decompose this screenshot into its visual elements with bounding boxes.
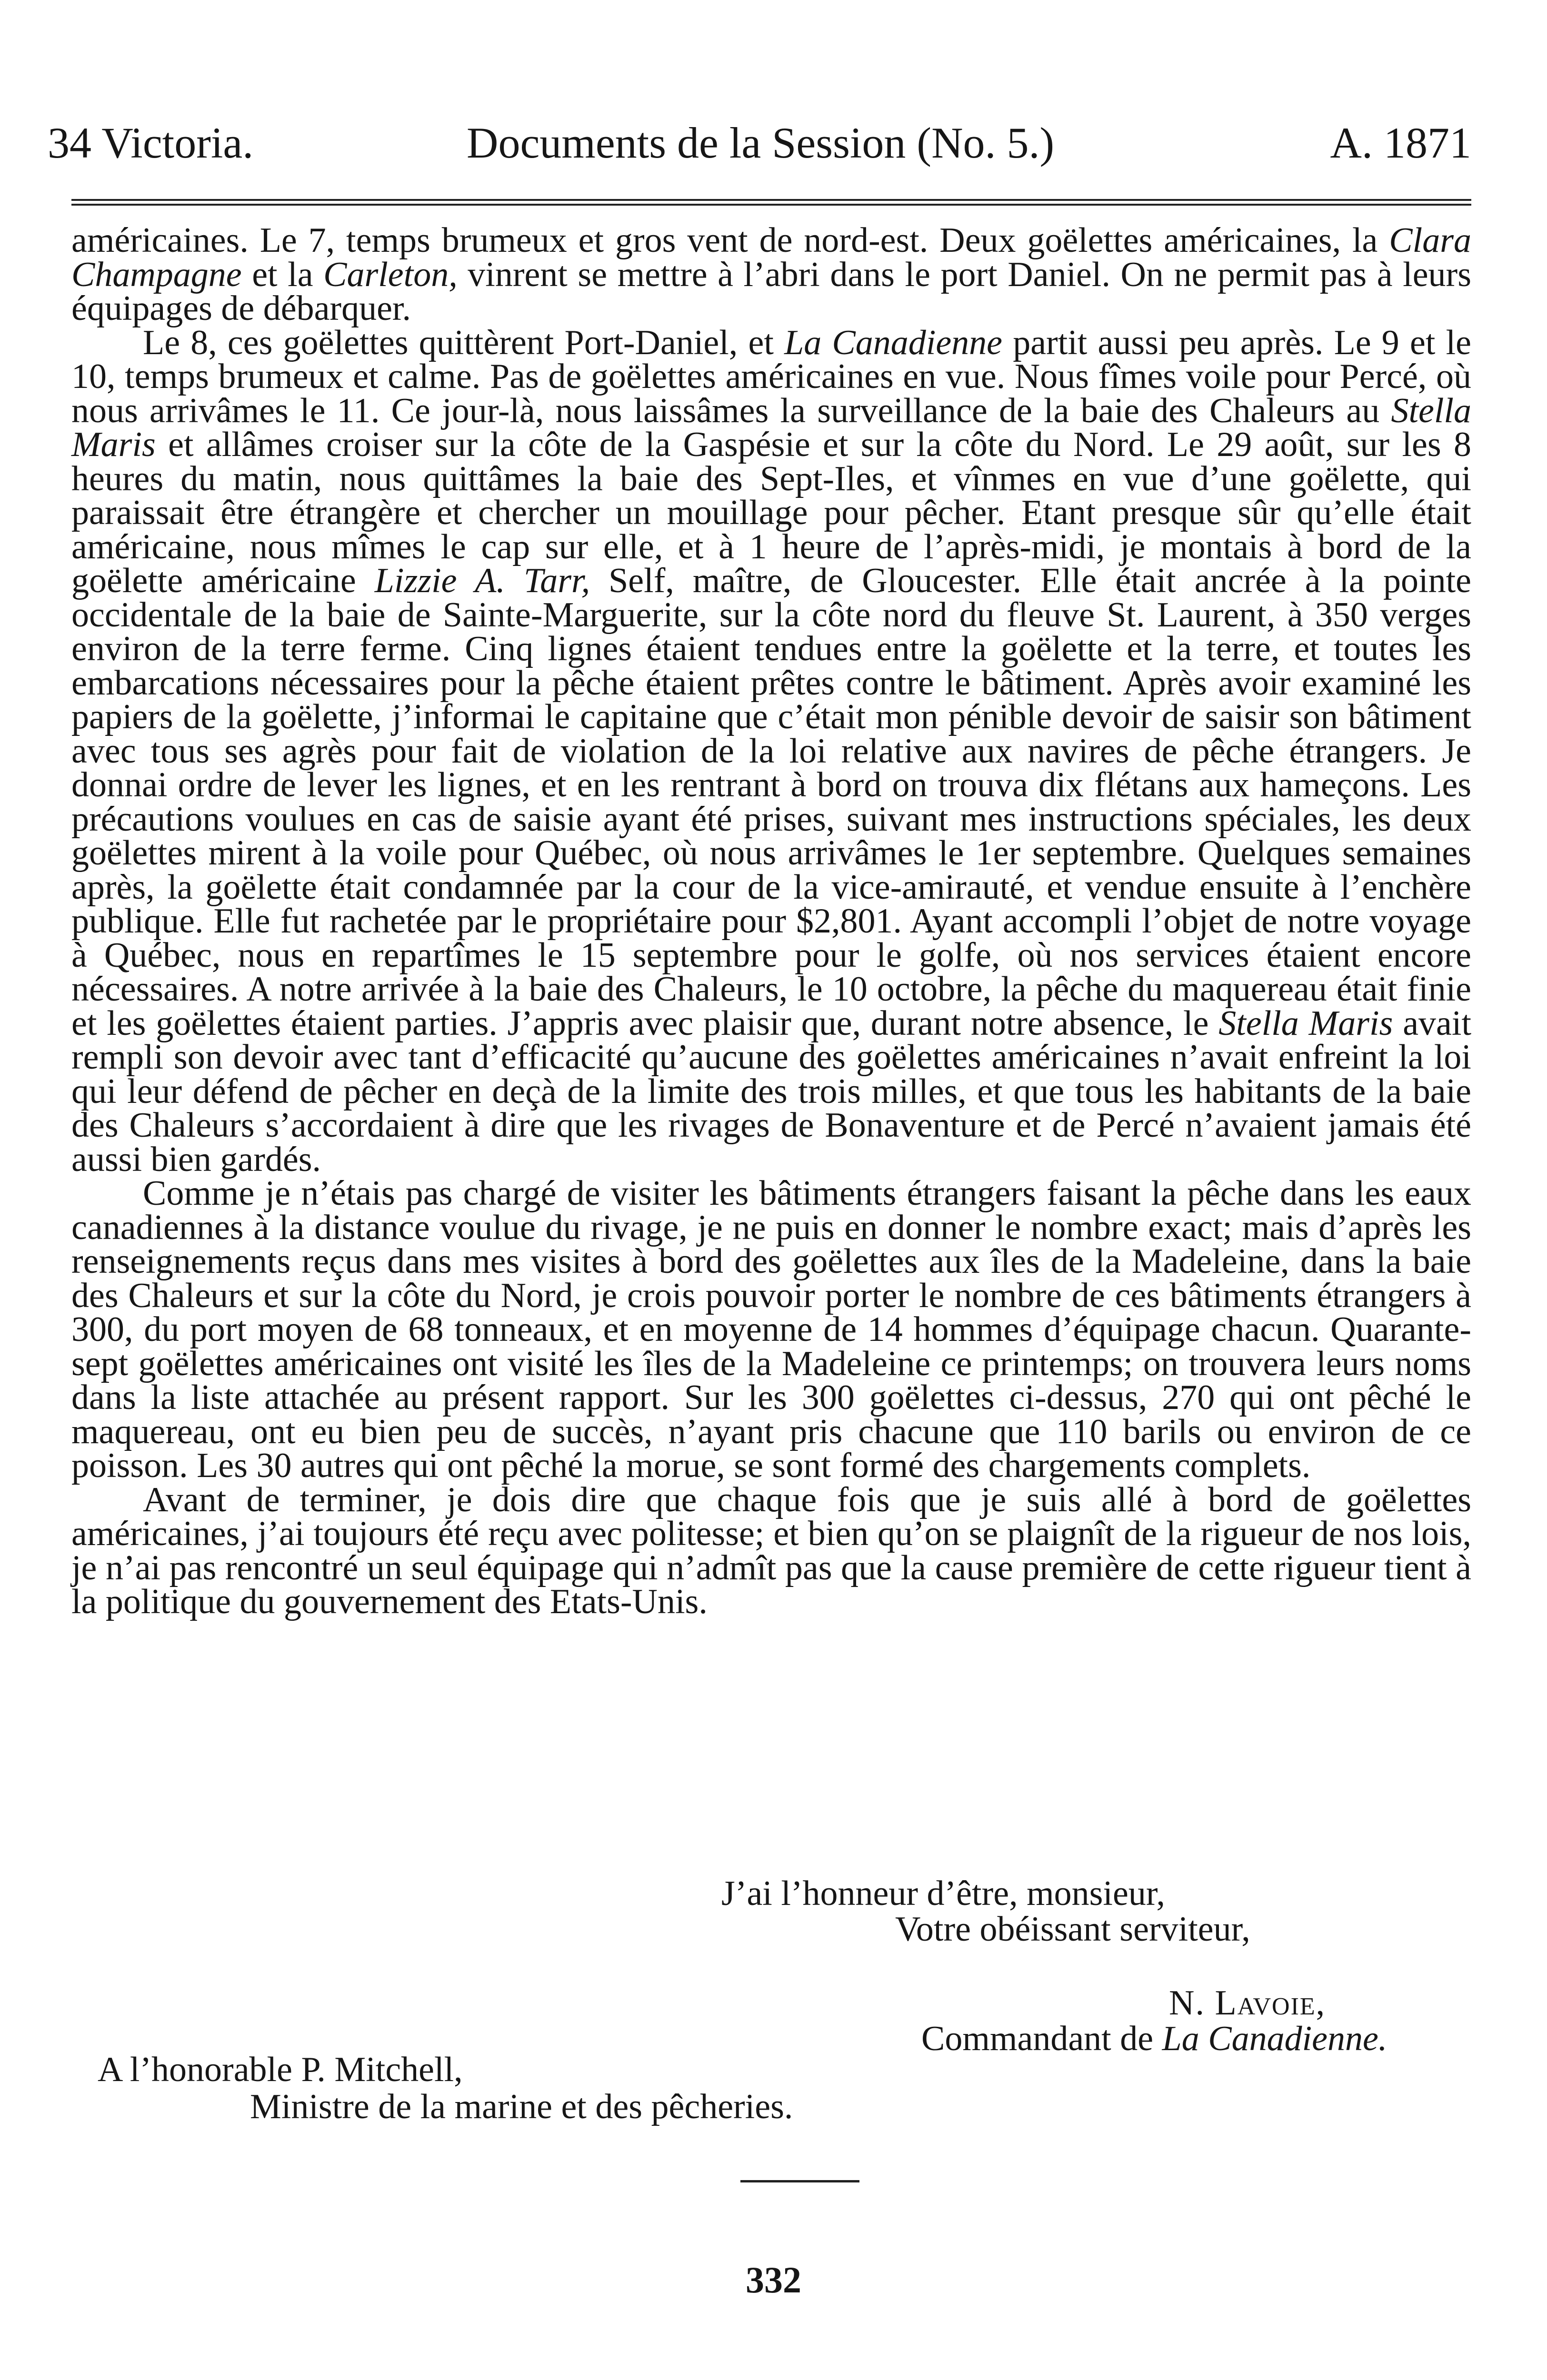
letter-body (71, 221, 1471, 1621)
text-segment: avait rempli son devoir avec tant d’efficacité qu’aucune des goëlettes américaines n’avait enfreint la loi qui leur défend de pêcher en deçà de la limite des trois milles, et que tous les habitants de la baie des Chaleurs s’accordaient à dire que les rivages de Bonaventure et de Percé n’avaient jamais été aussi bien gardés. (71, 1003, 1471, 1179)
body-paragraph (71, 323, 1471, 1179)
running-header (48, 112, 1471, 174)
header-volume: 34 Victoria. (48, 119, 254, 167)
text-segment: Self, maître, de Gloucester. Elle était ancrée à la pointe occidentale de la baie de Sainte-Marguerite, sur la côte nord du fleuve St. Laurent, à 350 verges environ de la terre ferme. Cinq lignes étaient tendues entre la goëlette et la terre, et toutes les embarcations nécessaires pour la pêche étaient prêtes contre le bâtiment. Après avoir examiné les papiers de la goëlette, j’informai le capitaine que c’était mon pénible devoir de saisir son bâtiment avec tous ses agrès pour fait de violation de la loi relative aux navires de pêche étrangers. Je donnai ordre de lever les lignes, et en les rentrant à bord on trouva dix flétans aux hameçons. Les précautions voulues en cas de saisie ayant été prises, suivant mes instructions spéciales, les deux goëlettes mirent à la voile pour Québec, où nous arrivâmes le 1er septembre. Quelques semaines après, la goëlette était condamnée par la cour de la vice-amirauté, et vendue ensuite à l’enchère publique. Elle fut rachetée par le propriétaire pour $2,801. Ayant accompli l’objet de notre voyage à Québec, nous en repartîmes le 15 septembre pour le golfe, où nos services étaient encore nécessaires. A notre arrivée à la baie des Chaleurs, le 10 octobre, la pêche du maquereau était finie et les goëlettes étaient parties. J’appris avec plaisir que, durant notre absence, le (71, 561, 1471, 1043)
text-segment: Le 8, ces goëlettes quittèrent Port-Daniel, et (143, 323, 785, 362)
page-number: 332 (746, 2259, 801, 2301)
text-segment: et allâmes croiser sur la côte de la Gaspésie et sur la côte du Nord. Le 29 août, sur les 8 heures du matin, nous quittâmes la baie des Sept-Iles, et vînmes en vue d’une goëlette, qui paraissait être étrangère et chercher un mouillage pour pêcher. Etant presque sûr qu’elle était américaine, nous mîmes le cap sur elle, et à 1 heure de l’après-midi, je montais à bord de la goëlette américaine (71, 425, 1471, 600)
italic-name: Stella Maris (71, 391, 1471, 464)
text-segment: partit aussi peu après. Le 9 et le 10, temps brumeux et calme. Pas de goëlettes américaines en vue. Nous fîmes voile pour Percé, où nous arrivâmes le 11. Ce jour-là, nous laissâmes la surveillance de la baie des Chaleurs au (71, 323, 1471, 430)
body-paragraph (71, 221, 1471, 328)
italic-name: Lizzie A. Tarr, (374, 561, 590, 600)
signature-title (921, 2021, 1387, 2057)
italic-name: La Canadienne (784, 323, 1003, 362)
italic-name: Stella Maris (1218, 1003, 1393, 1043)
addressee-name: A l’honorable P. Mitchell, (98, 2050, 463, 2089)
body-paragraph (71, 1480, 1471, 1621)
text-segment: vinrent se mettre à l’abri dans le port Daniel. On ne permit pas à leurs équipages de débarquer. (71, 255, 1471, 328)
italic-name: Carleton, (323, 255, 458, 294)
signature-name: N. Lavoie, (1169, 1983, 1326, 2023)
text-segment: Comme je n’étais pas chargé de visiter les bâtiments étrangers faisant la pêche dans les eaux canadiennes à la distance voulue du rivage, je ne puis en donner le nombre exact; mais d’après les renseignements reçus dans mes visites à bord des goëlettes aux îles de la Madeleine, dans la baie des Chaleurs et sur la côte du Nord, je crois pouvoir porter le nombre de ces bâtiments étrangers à 300, du port moyen de 68 tonneaux, et en moyenne de 14 hommes d’équipage chacun. Quarante-sept goëlettes américaines ont visité les îles de la Madeleine ce printemps; on trouvera leurs noms dans la liste attachée au présent rapport. Sur les 300 goëlettes ci-dessus, 270 qui ont pêché le maquereau, ont eu bien peu de succès, n’ayant pris chacune que 110 barils ou environ de ce poisson. Les 30 autres qui ont pêché la morue, se sont formé des chargements complets. (71, 1174, 1471, 1485)
signature-title-prefix: Commandant de (921, 2019, 1162, 2058)
header-double-rule (71, 199, 1471, 206)
italic-name: Clara Champagne (71, 221, 1471, 294)
signature-ship-name: La Canadienne. (1162, 2019, 1387, 2058)
header-title: Documents de la Session (No. 5.) (467, 119, 1055, 167)
footer-rule (740, 2180, 859, 2182)
text-segment: et la (241, 255, 324, 294)
body-paragraph (71, 1174, 1471, 1485)
header-year: A. 1871 (1330, 119, 1471, 167)
closing-salutation: J’ai l’honneur d’être, monsieur, (721, 1874, 1166, 1913)
text-segment: américaines. Le 7, temps brumeux et gros vent de nord-est. Deux goëlettes américaines, la (71, 221, 1389, 260)
closing-servant: Votre obéissant serviteur, (895, 1910, 1250, 1949)
text-segment: Avant de terminer, je dois dire que chaque fois que je suis allé à bord de goëlettes américaines, j’ai toujours été reçu avec politesse; et bien qu’on se plaignît de la rigueur de nos lois, je n’ai pas rencontré un seul équipage qui n’admît pas que la cause première de cette rigueur tient à la politique du gouvernement des Etats-Unis. (71, 1480, 1471, 1621)
addressee-title: Ministre de la marine et des pêcheries. (250, 2087, 793, 2126)
